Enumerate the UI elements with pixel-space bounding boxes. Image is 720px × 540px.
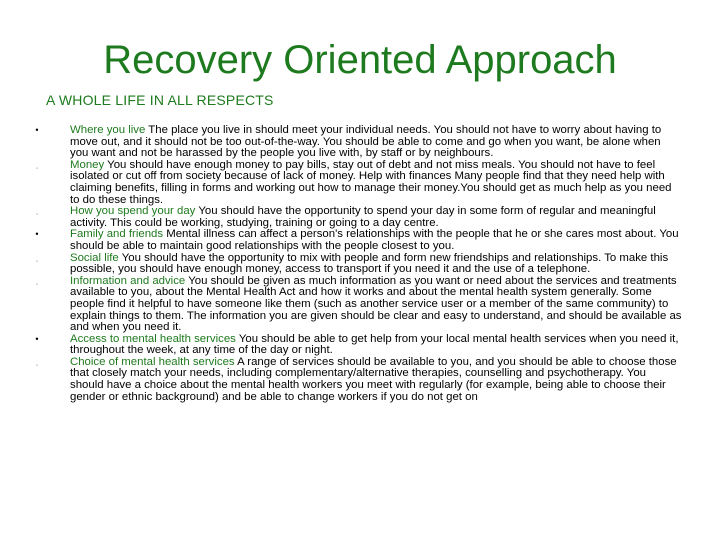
item-heading: Choice of mental health services: [70, 355, 235, 368]
item-text: You should be given as much information as you want or need about the services and treatments available to you, about the Mental Health Act and how it works and about the mental health system generally. Some people find it helpful to have someone like them (such as another service user or a member of the same community) to explain things to them. The information you are given should be clear and easy to understand, and should be available as and when you need it.: [70, 274, 682, 334]
item-text: You should have enough money to pay bills, stay out of debt and not miss meals. You should not have to feel isolated or cut off from society because of lack of money. Help with finances Many people find that they need help with claiming benefits, filling in forms and working out how to manage their money.You should get as much help as you need to do these things.: [70, 158, 672, 206]
list-item-family-and-friends: [32, 229, 682, 252]
list-item-social-life: [32, 253, 682, 276]
item-heading: Access to mental health services: [70, 332, 236, 345]
bullet-icon: •: [35, 125, 39, 135]
bullet-icon: ·: [35, 164, 39, 172]
bullet-icon: •: [35, 333, 39, 344]
bullet-list: [32, 125, 682, 403]
bullet-icon: ·: [35, 211, 39, 219]
list-item-choice-of-services: [32, 357, 682, 403]
item-text: You should be able to get help from your local mental health services when you need it, throughout the week, at any time of the day or night.: [70, 332, 679, 357]
item-heading: Social life: [70, 251, 119, 264]
item-heading: Family and friends: [70, 228, 164, 241]
list-item-money: [32, 160, 682, 206]
list-item-where-you-live: [32, 125, 682, 160]
list-item-access-to-services: [32, 334, 682, 357]
slide-title: Recovery Oriented Approach: [103, 38, 617, 82]
bullet-icon: •: [35, 229, 39, 240]
bullet-icon: ·: [35, 280, 39, 288]
item-text: A range of services should be available to you, and you should be able to choose those that closely match your needs, including complementary/alternative therapies, counselling and psychotherapy. You should have a choice about the mental health workers you meet with regularly (for example, being able to choose their gender or ethnic background) and be able to change workers if you do not get on: [70, 355, 677, 403]
item-text: The place you live in should meet your individual needs. You should not have to worry about having to move out, and it should not be too out-of-the-way. You should be able to come and go when you want, be alone when you want and not be harassed by the people you live with, by staff or by neighbours.: [70, 124, 662, 160]
list-item-how-you-spend-your-day: [32, 206, 682, 229]
item-heading: How you spend your day: [70, 205, 196, 218]
item-text: You should have the opportunity to mix with people and form new friendships and relationships. To make this possible, you should have enough money, access to transport if you need it and the use of a telephone.: [70, 251, 669, 276]
item-text: Mental illness can affect a person's relationships with the people that he or she cares most about. You should be able to maintain good relationships with the people closest to you.: [70, 228, 679, 252]
bullet-icon: ·: [35, 257, 39, 265]
list-item-information-and-advice: [32, 276, 682, 334]
bullet-icon: ·: [35, 361, 39, 369]
item-heading: Where you live: [70, 124, 146, 136]
item-text: You should have the opportunity to spend your day in some form of regular and meaningful activity. This could be working, studying, training or going to a day centre.: [70, 205, 656, 229]
item-heading: Money: [70, 158, 105, 171]
item-heading: Information and advice: [70, 274, 186, 287]
slide-subtitle: A WHOLE LIFE IN ALL RESPECTS: [46, 92, 274, 108]
